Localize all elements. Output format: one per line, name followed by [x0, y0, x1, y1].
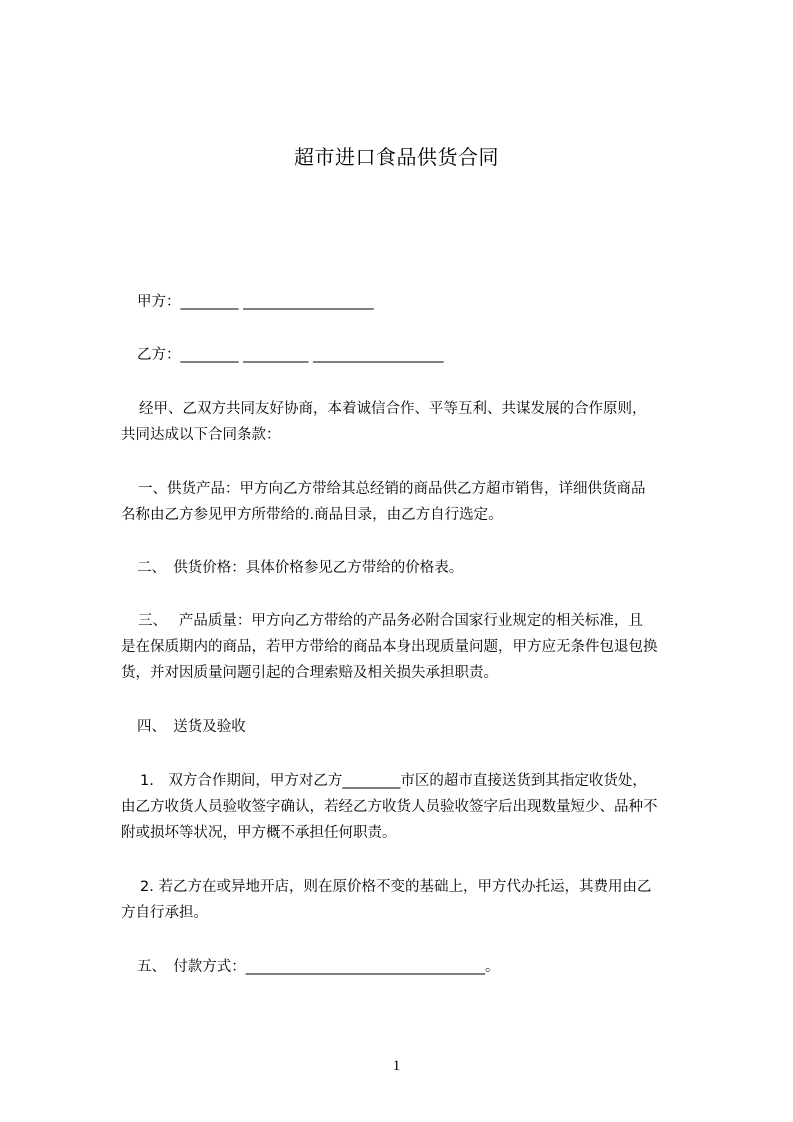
intro-line-2: 共同达成以下合同条款：: [121, 427, 281, 443]
page-number: 1: [392, 1058, 401, 1074]
page-title: 超市进口食品供货合同: [294, 145, 499, 169]
party-a-line: 甲方：________ __________________: [137, 294, 374, 310]
clause-5-line: 五、 付款方式：_________________________________。: [137, 959, 500, 975]
clause-4-1-line-2: 由乙方收货人员验收签字确认，若经乙方收货人员验收签字后出现数量短少、品种不: [121, 799, 658, 815]
clause-3-line-2: 是在保质期内的商品，若甲方带给的商品本身出现质量问题，甲方应无条件包退包换: [121, 639, 658, 655]
clause-2-line: 二、 供货价格：具体价格参见乙方带给的价格表。: [137, 560, 464, 576]
clause-4-2-line-2: 方自行承担。: [121, 905, 208, 921]
intro-line-1: 经甲、乙双方共同友好协商，本着诚信合作、平等互利、共谋发展的合作原则，: [139, 401, 647, 417]
party-b-line: 乙方：________ _________ __________________: [137, 347, 444, 363]
clause-1-line-1: 一、供货产品：甲方向乙方带给其总经销的商品供乙方超市销售，详细供货商品: [138, 481, 646, 497]
clause-4-heading: 四、 送货及验收: [137, 719, 246, 735]
clause-4-1-line-3: 附或损坏等状况，甲方概不承担任何职责。: [121, 825, 397, 841]
clause-4-2-line-1: 2. 若乙方在或异地开店，则在原价格不变的基础上，甲方代办托运，其费用由乙: [140, 879, 652, 895]
clause-4-1-line-1: 1. 双方合作期间，甲方对乙方________市区的超市直接送货到其指定收货处，: [140, 773, 647, 789]
clause-1-line-2: 名称由乙方参见甲方所带给的.商品目录，由乙方自行选定。: [121, 507, 503, 523]
clause-3-line-3: 货，并对因质量问题引起的合理索赔及相关损失承担职责。: [121, 665, 498, 681]
clause-3-line-1: 三、 产品质量：甲方向乙方带给的产品务必附合国家行业规定的相关标准，且: [138, 613, 643, 629]
